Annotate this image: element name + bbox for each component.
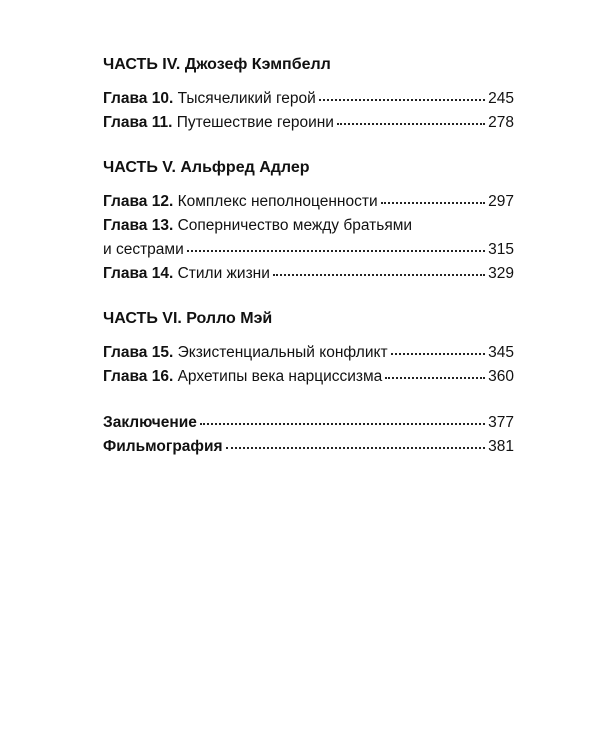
dot-leader bbox=[226, 437, 486, 451]
page-number: 315 bbox=[488, 241, 514, 258]
page-number: 245 bbox=[488, 90, 514, 107]
chapter-label: Глава 13. bbox=[103, 217, 174, 234]
part-6 bbox=[103, 308, 514, 389]
page-number: 345 bbox=[488, 344, 514, 361]
entry-label: Заключение bbox=[103, 414, 197, 431]
dot-leader bbox=[337, 113, 485, 127]
dot-leader bbox=[391, 343, 486, 357]
toc-entry-chapter-12[interactable] bbox=[103, 190, 514, 214]
dot-leader bbox=[273, 264, 485, 278]
chapter-label: Глава 12. bbox=[103, 193, 174, 210]
part-title: ЧАСТЬ VI. Ролло Мэй bbox=[103, 310, 273, 327]
part-5 bbox=[103, 157, 514, 286]
part-4 bbox=[103, 54, 514, 135]
page-number: 278 bbox=[488, 114, 514, 131]
chapter-label: Глава 11. bbox=[103, 114, 173, 131]
chapter-label: Глава 10. bbox=[103, 90, 174, 107]
chapter-title: Соперничество между братьями bbox=[177, 217, 413, 234]
page-number: 297 bbox=[488, 193, 514, 210]
page-number: 360 bbox=[488, 368, 514, 385]
chapter-title: Путешествие героини bbox=[176, 114, 334, 131]
toc-entry-chapter-10[interactable] bbox=[103, 87, 514, 111]
toc-entry-filmography[interactable] bbox=[103, 435, 514, 459]
part-title: ЧАСТЬ IV. Джозеф Кэмпбелл bbox=[103, 56, 331, 73]
page-number: 329 bbox=[488, 265, 514, 282]
toc-entry-conclusion[interactable] bbox=[103, 411, 514, 435]
dot-leader bbox=[381, 192, 486, 206]
table-of-contents bbox=[103, 54, 514, 459]
dot-leader bbox=[187, 240, 485, 254]
chapter-title-continuation: и сестрами bbox=[103, 241, 184, 258]
part-title: ЧАСТЬ V. Альфред Адлер bbox=[103, 159, 310, 176]
page-number: 381 bbox=[488, 438, 514, 455]
toc-entry-chapter-16[interactable] bbox=[103, 365, 514, 389]
toc-entry-chapter-13[interactable] bbox=[103, 214, 514, 262]
chapter-title: Стили жизни bbox=[177, 265, 270, 282]
chapter-label: Глава 16. bbox=[103, 368, 174, 385]
back-matter bbox=[103, 411, 514, 459]
entry-label: Фильмография bbox=[103, 438, 223, 455]
page-number: 377 bbox=[488, 414, 514, 431]
toc-entry-chapter-14[interactable] bbox=[103, 262, 514, 286]
dot-leader bbox=[200, 413, 485, 427]
chapter-title: Комплекс неполноценности bbox=[177, 193, 378, 210]
toc-entry-chapter-11[interactable] bbox=[103, 111, 514, 135]
chapter-title: Экзистенциальный конфликт bbox=[177, 344, 388, 361]
dot-leader bbox=[385, 367, 485, 381]
chapter-title: Тысячеликий герой bbox=[177, 90, 316, 107]
chapter-title: Архетипы века нарциссизма bbox=[177, 368, 383, 385]
dot-leader bbox=[319, 89, 485, 103]
toc-entry-chapter-15[interactable] bbox=[103, 341, 514, 365]
chapter-label: Глава 15. bbox=[103, 344, 174, 361]
chapter-label: Глава 14. bbox=[103, 265, 174, 282]
